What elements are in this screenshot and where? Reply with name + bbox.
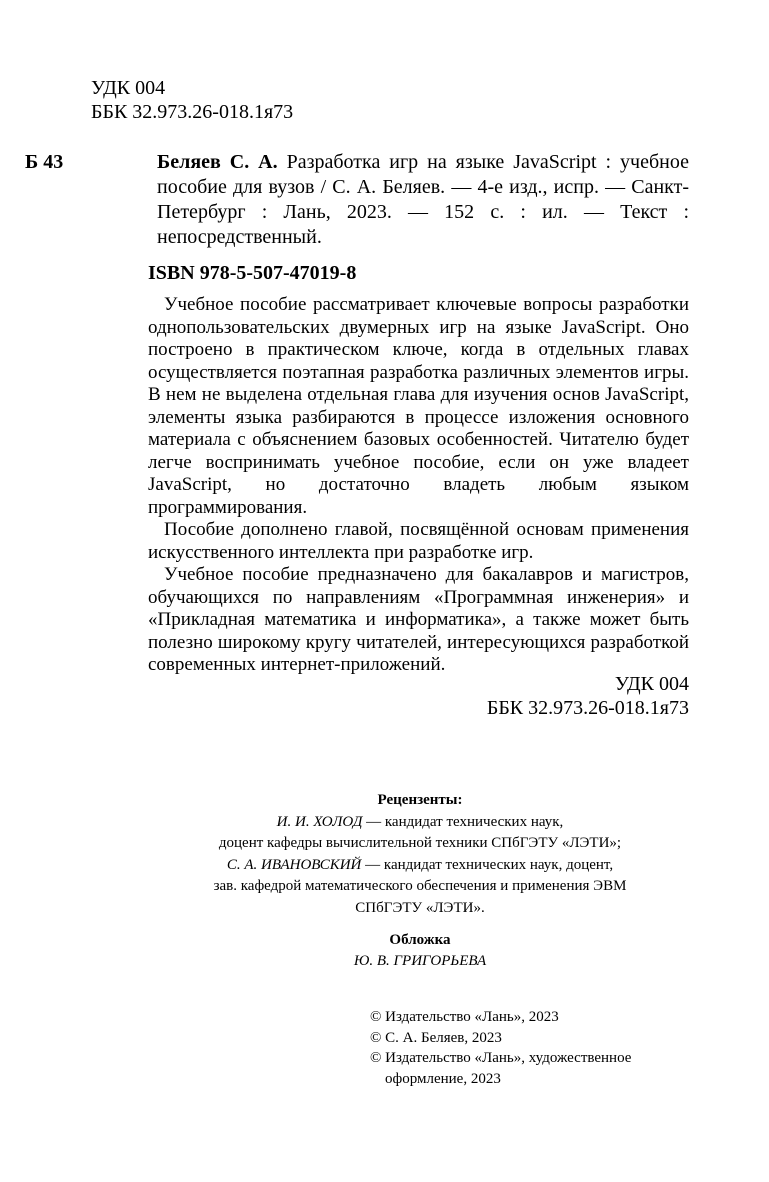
bibliographic-record (25, 150, 689, 250)
copyright-publisher: © Издательство «Лань», 2023 (370, 1009, 559, 1025)
reviewer-1-position: доцент кафедры вычислительной техники СПбГЭТУ «ЛЭТИ»; (218, 835, 622, 851)
udk-code: УДК 004 (91, 77, 166, 99)
copyright-author: © С. А. Беляев, 2023 (370, 1029, 502, 1046)
cover-credit (150, 930, 690, 972)
bbk-code: ББК 32.973.26-018.1я73 (486, 697, 689, 719)
reviewers-heading: Рецензенты: (377, 792, 463, 808)
copyright-design: © Издательство «Лань», художественное (370, 1050, 632, 1066)
reviewer-2-name: С. А. ИВАНОВСКИЙ (226, 856, 362, 873)
reviewer-2 (150, 855, 690, 877)
reviewer-2-position: зав. кафедрой математического обеспечения и применения ЭВМ (213, 878, 627, 894)
copyright-notices (370, 1007, 690, 1089)
copyright-design-cont: оформление, 2023 (385, 1070, 501, 1087)
reviewer-1-name: И. И. ХОЛОД (276, 813, 363, 830)
author-sign: Б 43 (25, 151, 64, 173)
reviewers (150, 790, 690, 919)
annotation (148, 294, 689, 677)
classification-top (91, 76, 293, 124)
reviewer-1 (150, 812, 690, 834)
annotation-paragraph: Пособие дополнено главой, посвящённой основам применения искусственного интеллекта при разработке игр. (148, 519, 689, 563)
isbn: ISBN 978-5-507-47019-8 (148, 262, 357, 284)
cover-heading: Обложка (389, 932, 451, 948)
author-name: Беляев С. А. (157, 151, 278, 173)
classification-bottom (420, 672, 689, 720)
udk-code: УДК 004 (614, 673, 689, 695)
reviewer-1-title: — кандидат технических наук, (362, 813, 564, 830)
book-description: Разработка игр на языке JavaScript : учебное пособие для вузов / С. А. Беляев. — 4-е изд., испр. — Санкт-Петербург : Лань, 2023. — 152 с. : ил. — Текст : непосредственный. (157, 151, 689, 248)
bbk-code: ББК 32.973.26-018.1я73 (91, 101, 294, 123)
annotation-paragraph: Учебное пособие предназначено для бакалавров и магистров, обучающихся по направлениям «Программная инженерия» и «Прикладная математика и информатика», а также может быть полезно широкому кругу читателей, интересующихся разработкой современных интернет-приложений. (148, 564, 689, 675)
reviewer-2-affiliation: СПбГЭТУ «ЛЭТИ». (355, 899, 485, 916)
reviewer-2-title: — кандидат технических наук, доцент, (361, 856, 614, 873)
cover-designer: Ю. В. ГРИГОРЬЕВА (353, 953, 487, 969)
annotation-paragraph: Учебное пособие рассматривает ключевые вопросы разработки однопользовательских двумерных игр на языке JavaScript. Оно построено в практическом ключе, когда в отдельных главах осуществляется поэтапная разработка различных элементов игры. В нем не выделена отдельная глава для изучения основ JavaScript, элементы языка разбираются в процессе изложения основного материала с объяснением базовых особенностей. Читателю будет легче воспринимать учебное пособие, если он уже владеет JavaScript, но достаточно владеть любым языком программирования. (148, 294, 689, 518)
